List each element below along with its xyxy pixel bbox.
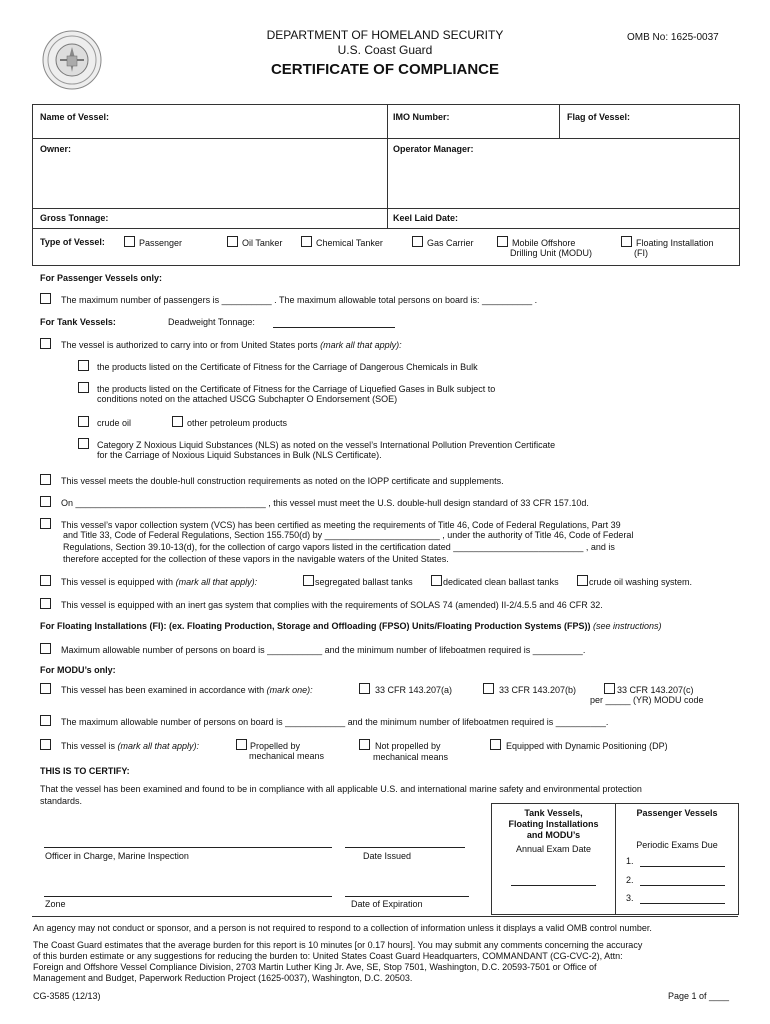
checkbox[interactable]: [78, 416, 89, 427]
keel-laid-field[interactable]: [470, 210, 730, 226]
keel-laid-label: Keel Laid Date:: [393, 213, 459, 223]
form-title: CERTIFICATE OF COMPLIANCE: [270, 61, 500, 78]
gross-tonnage-field[interactable]: [120, 210, 380, 226]
other-text: other petroleum products: [187, 418, 288, 428]
vessel-divider: [32, 228, 739, 229]
vcs-text-line3: Regulations, Section 39.10-13(d), for the collection of cargo vapors listed in the certification dated __________________________ , and is: [63, 542, 615, 552]
checkbox[interactable]: [78, 382, 89, 393]
imo-number-label: IMO Number:: [393, 112, 450, 122]
not-propelled-option[interactable]: [359, 739, 441, 752]
type-modu-option-line2: Drilling Unit (MODU): [510, 248, 593, 258]
owner-label: Owner:: [40, 144, 72, 154]
authorized-note: (mark all that apply):: [320, 340, 402, 350]
annual-exam-field[interactable]: [511, 875, 596, 886]
option-label: Passenger: [139, 238, 183, 248]
authorized-text: The vessel is authorized to carry into or from United States ports: [61, 340, 318, 350]
on-date-row: [40, 496, 589, 509]
checkbox[interactable]: [490, 739, 501, 750]
option-label: Mobile Offshore: [512, 238, 576, 248]
vessel-name-field[interactable]: [130, 108, 380, 134]
periodic-exam-1-field[interactable]: [640, 856, 725, 867]
tank-exam-header-line: Tank Vessels,: [524, 808, 583, 818]
officer-signature-field[interactable]: [44, 831, 332, 848]
periodic-exams-label: Periodic Exams Due: [636, 840, 718, 850]
crude-row: [78, 416, 131, 429]
footer-divider: [32, 916, 738, 917]
certify-heading: THIS IS TO CERTIFY:: [40, 766, 130, 776]
equipped-row: [40, 575, 257, 588]
checkbox[interactable]: [40, 715, 51, 726]
checkbox[interactable]: [303, 575, 314, 586]
type-gas-carrier-option[interactable]: [412, 236, 474, 249]
gas-text: the products listed on the Certificate of Fitness for the Carriage of Liquefied Gases in Bulk subject to: [97, 384, 496, 394]
double-hull-text: This vessel meets the double-hull construction requirements as noted on the IOPP certificate and supplements.: [61, 476, 504, 486]
zone-field[interactable]: [44, 880, 332, 897]
omb-notice: An agency may not conduct or sponsor, and a person is not required to respond to a collection of information unless it displays a valid OMB control number.: [33, 923, 652, 933]
checkbox[interactable]: [301, 236, 312, 247]
checkbox[interactable]: [40, 575, 51, 586]
vessel-divider: [32, 208, 739, 209]
modu-examined-row: [40, 683, 313, 696]
type-passenger-option[interactable]: [124, 236, 182, 249]
deadweight-field[interactable]: [273, 318, 395, 328]
vcs-text: This vessel’s vapor collection system (VCS) has been certified as meeting the requirements of Title 46, Code of Federal Regulations, Part 39: [61, 520, 621, 530]
type-oil-tanker-option[interactable]: [227, 236, 282, 249]
nls-text: Category Z Noxious Liquid Substances (NLS) as noted on the vessel’s International Pollution Prevention Certificate: [97, 440, 556, 450]
certify-text: That the vessel has been examined and found to be in compliance with all applicable U.S. and international marine safety and environmental protection: [40, 784, 642, 794]
option-label: Not propelled by: [375, 741, 441, 751]
dedicated-ballast-option[interactable]: [431, 575, 559, 588]
modu-vessel-is-text: This vessel is: [61, 741, 116, 751]
checkbox[interactable]: [40, 496, 51, 507]
gas-text-line2: conditions noted on the attached USCG Subchapter O Endorsement (SOE): [97, 394, 398, 404]
modu-vessel-is-row: [40, 739, 199, 752]
option-label: Floating Installation: [636, 238, 714, 248]
option-label: 33 CFR 143.207(c): [617, 685, 694, 695]
option-label: segregated ballast tanks: [315, 577, 413, 587]
tank-exam-header-line: and MODU’s: [526, 830, 581, 840]
zone-label: Zone: [45, 899, 66, 909]
checkbox[interactable]: [40, 739, 51, 750]
fi-heading: For Floating Installations (FI): (ex. Floating Production, Storage and Offloading (FPSO) Units/Floating Production Systems (FPS)): [40, 621, 591, 631]
checkbox[interactable]: [78, 438, 89, 449]
inert-gas-text: This vessel is equipped with an inert gas system that complies with the requirements of SOLAS 74 (amended) II-2/4.5.5 and 46 CFR 32.: [61, 600, 603, 610]
checkbox[interactable]: [40, 518, 51, 529]
type-chemical-tanker-option[interactable]: [301, 236, 383, 249]
omb-number: OMB No: 1625-0037: [627, 32, 719, 43]
checkbox[interactable]: [40, 643, 51, 654]
equipped-note: (mark all that apply):: [175, 577, 258, 587]
propelled-line2: mechanical means: [249, 751, 325, 761]
modu-option-a[interactable]: [359, 683, 452, 696]
checkbox[interactable]: [40, 293, 51, 304]
other-petroleum-row: [172, 416, 287, 429]
nls-text-line2: for the Carriage of Noxious Liquid Substances in Bulk (NLS Certificate).: [97, 450, 382, 460]
chem-row: [78, 360, 478, 373]
checkbox[interactable]: [227, 236, 238, 247]
modu-vessel-is-note: (mark all that apply):: [117, 741, 200, 751]
checkbox[interactable]: [497, 236, 508, 247]
checkbox[interactable]: [621, 236, 632, 247]
operator-field[interactable]: [393, 158, 733, 204]
tank-exam-header-line: Floating Installations: [508, 819, 599, 829]
option-label: Propelled by: [250, 741, 301, 751]
option-label: Chemical Tanker: [316, 238, 383, 248]
checkbox[interactable]: [431, 575, 442, 586]
passenger-exam-header: Passenger Vessels: [636, 808, 718, 818]
checkbox[interactable]: [359, 739, 370, 750]
option-label: crude oil washing system.: [589, 577, 693, 587]
dynamic-positioning-option[interactable]: [490, 739, 668, 752]
double-hull-row: [40, 474, 504, 487]
burden-line: of this burden estimate or any suggestions for reducing the burden to: United States Coast Guard Headquarters, COMMANDANT (CG-CVC-2), Attn:: [33, 951, 623, 961]
inert-gas-row: [40, 598, 603, 611]
flag-field[interactable]: [640, 108, 735, 134]
modu-max-text: The maximum allowable number of persons on board is ____________ and the minimum number of lifeboatmen required is __________.: [61, 717, 609, 727]
chem-text: the products listed on the Certificate of Fitness for the Carriage of Dangerous Chemicals in Bulk: [97, 362, 478, 372]
checkbox[interactable]: [124, 236, 135, 247]
equipped-text: This vessel is equipped with: [61, 577, 174, 587]
checkbox[interactable]: [412, 236, 423, 247]
vcs-text-line4: therefore accepted for the collection of these vapors in the navigable waters of the United States.: [63, 554, 449, 564]
periodic-exam-2-field[interactable]: [640, 875, 725, 886]
burden-line: Foreign and Offshore Vessel Compliance Division, 2703 Martin Luther King Jr. Ave, SE, Stop 7501, Washington, D.C. 20593-7501 or Office of: [33, 962, 597, 972]
certify-text-line2: standards.: [40, 796, 83, 806]
periodic-exam-2-label: 2.: [626, 875, 634, 885]
crude-washing-option[interactable]: [577, 575, 692, 588]
passenger-max-row: [40, 293, 537, 306]
modu-option-b[interactable]: [483, 683, 576, 696]
checkbox[interactable]: [359, 683, 370, 694]
authorized-row: [40, 338, 402, 351]
modu-examined-text: This vessel has been examined in accordance with: [61, 685, 265, 695]
owner-field[interactable]: [40, 158, 380, 204]
date-issued-field[interactable]: [345, 831, 465, 848]
department-name: DEPARTMENT OF HOMELAND SECURITY: [266, 28, 504, 42]
vessel-divider: [32, 138, 739, 139]
option-label: dedicated clean ballast tanks: [443, 577, 559, 587]
option-label: Gas Carrier: [427, 238, 474, 248]
not-propelled-line2: mechanical means: [373, 752, 449, 762]
burden-line: The Coast Guard estimates that the average burden for this report is 10 minutes [or 0.17 hours]. You may submit any comments concerning the accuracy: [33, 940, 643, 950]
option-label: 33 CFR 143.207(b): [499, 685, 577, 695]
passenger-max-text: The maximum number of passengers is __________ . The maximum allowable total persons on board is: __________ .: [61, 295, 538, 305]
date-issued-label: Date Issued: [363, 851, 412, 861]
deadweight-label: Deadweight Tonnage:: [168, 317, 255, 327]
checkbox[interactable]: [577, 575, 588, 586]
segregated-ballast-option[interactable]: [303, 575, 413, 588]
page-number: Page 1 of ____: [668, 991, 730, 1001]
tank-exam-header: [492, 808, 615, 841]
passenger-heading: For Passenger Vessels only:: [40, 273, 163, 283]
tank-heading: For Tank Vessels:: [40, 317, 116, 327]
form-number: CG-3585 (12/13): [33, 991, 101, 1001]
flag-label: Flag of Vessel:: [567, 112, 631, 122]
option-label: Oil Tanker: [242, 238, 283, 248]
operator-label: Operator Manager:: [393, 144, 474, 154]
vcs-text-line2: and Title 33, Code of Federal Regulations, Section 155.750(d) by _______________________ , under the authority of Title 46, Code of Federal: [63, 530, 634, 540]
option-label: Equipped with Dynamic Positioning (DP): [506, 741, 668, 751]
periodic-exam-3-label: 3.: [626, 893, 634, 903]
checkbox[interactable]: [40, 338, 51, 349]
modu-code-year: per _____ (YR) MODU code: [590, 695, 704, 705]
officer-label: Officer in Charge, Marine Inspection: [45, 851, 189, 861]
vessel-divider: [387, 104, 388, 228]
imo-number-field[interactable]: [460, 108, 555, 134]
vessel-type-label: Type of Vessel:: [40, 237, 105, 247]
checkbox[interactable]: [604, 683, 615, 694]
annual-exam-label: Annual Exam Date: [515, 844, 592, 854]
modu-heading: For MODU’s only:: [40, 665, 116, 675]
modu-max-row: [40, 715, 608, 728]
fi-max-row: [40, 643, 585, 656]
exam-table-divider: [615, 803, 616, 914]
coast-guard-seal: [42, 30, 102, 90]
checkbox[interactable]: [40, 598, 51, 609]
checkbox[interactable]: [40, 474, 51, 485]
fi-heading-row: [40, 621, 662, 632]
periodic-exam-3-field[interactable]: [640, 893, 725, 904]
burden-statement: [33, 940, 642, 984]
checkbox[interactable]: [483, 683, 494, 694]
fi-heading-note: (see instructions): [593, 621, 662, 631]
type-fi-line2: (FI): [634, 248, 648, 258]
gross-tonnage-label: Gross Tonnage:: [40, 213, 109, 223]
checkbox[interactable]: [172, 416, 183, 427]
option-label: 33 CFR 143.207(a): [375, 685, 453, 695]
modu-examined-note: (mark one):: [266, 685, 313, 695]
checkbox[interactable]: [78, 360, 89, 371]
vessel-name-label: Name of Vessel:: [40, 112, 110, 122]
checkbox[interactable]: [40, 683, 51, 694]
vessel-divider: [559, 104, 560, 138]
burden-line: Management and Budget, Paperwork Reduction Project (1625-0037), Washington, D.C. 20503.: [33, 973, 413, 983]
fi-max-text: Maximum allowable number of persons on board is ___________ and the minimum number of lifeboatmen required is __________.: [61, 645, 586, 655]
expiration-field[interactable]: [345, 880, 469, 897]
on-date-text: On ______________________________________ , this vessel must meet the U.S. double-hull design standard of 33 CFR 157.10d.: [61, 498, 589, 508]
periodic-exam-1-label: 1.: [626, 856, 634, 866]
crude-text: crude oil: [97, 418, 132, 428]
checkbox[interactable]: [236, 739, 247, 750]
expiration-label: Date of Expiration: [351, 899, 423, 909]
agency-name: U.S. Coast Guard: [337, 43, 433, 57]
